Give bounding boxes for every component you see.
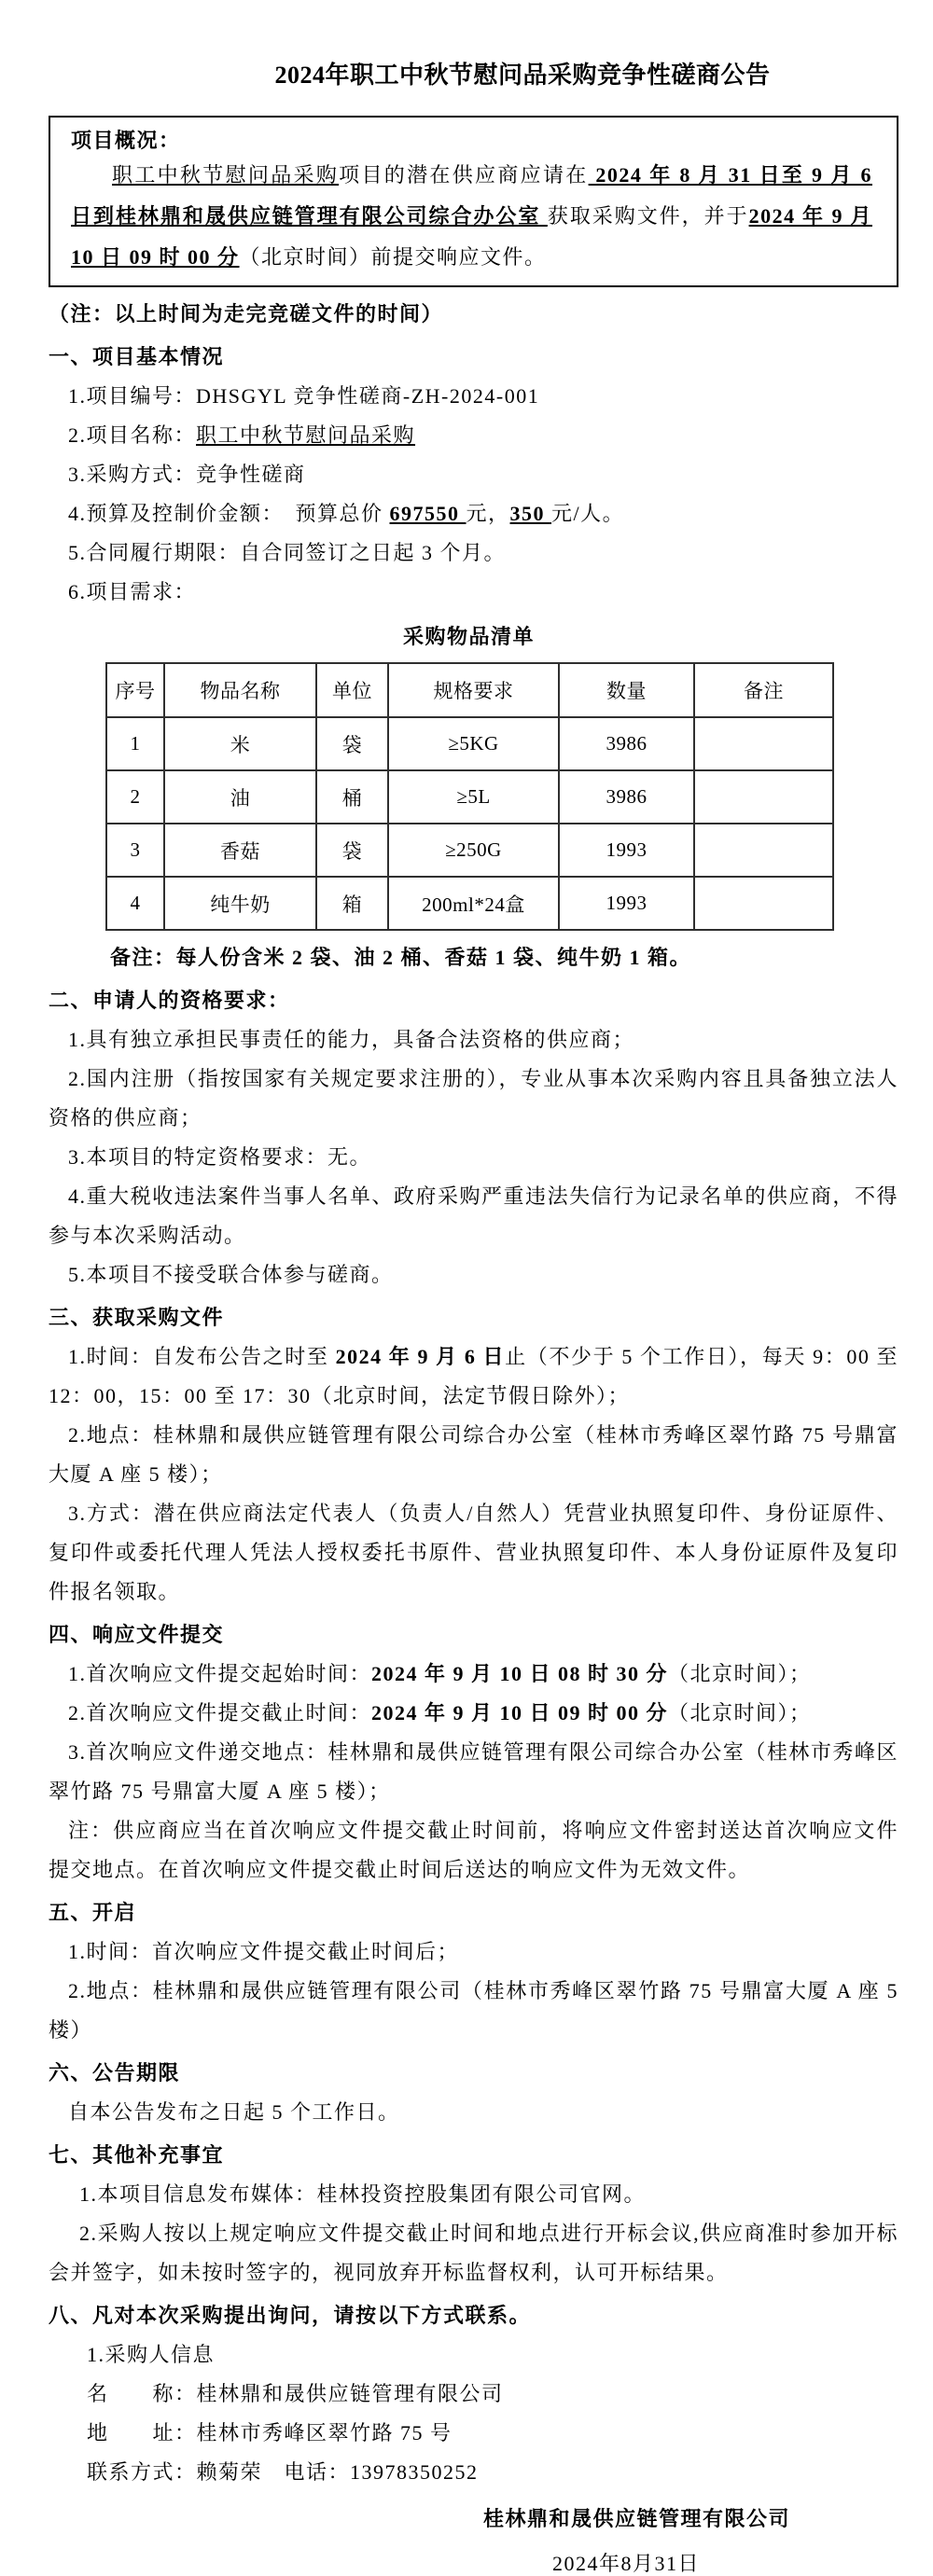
cell-unit: 袋	[316, 824, 388, 877]
project-overview-box	[49, 116, 898, 287]
submit-note: 注：供应商应当在首次响应文件提交截止时间前，将响应文件密封送达首次响应文件提交地点。在首次响应文件提交截止时间后送达的响应文件为无效文件。	[49, 1819, 898, 1881]
section-3-heading: 三、获取采购文件	[49, 1306, 225, 1329]
cell-spec: 200ml*24盒	[388, 877, 559, 930]
cell-spec: ≥5KG	[388, 717, 559, 770]
overview-text: （北京时间）前提交响应文件。	[239, 245, 547, 269]
opening-place-item: 2.地点：桂林鼎和晟供应链管理有限公司（桂林市秀峰区翠竹路 75 号鼎富大厦 A 座 5 楼）	[49, 1979, 898, 2042]
obtain-time-item	[49, 1337, 898, 1416]
supplement-item-1: 1.本项目信息发布媒体：桂林投资控股集团有限公司官网。	[79, 2182, 647, 2206]
cell-item: 香菇	[164, 824, 316, 877]
item-budget-text: 元，	[466, 502, 510, 525]
cell-unit: 袋	[316, 717, 388, 770]
col-header-spec: 规格要求	[388, 663, 559, 717]
col-header-unit: 单位	[316, 663, 388, 717]
cell-index: 4	[106, 877, 164, 930]
col-header-qty: 数量	[559, 663, 694, 717]
section-1-heading: 一、项目基本情况	[49, 345, 225, 368]
cell-qty: 1993	[559, 877, 694, 930]
opening-time-item: 1.时间：首次响应文件提交截止时间后；	[68, 1940, 460, 1963]
cell-item: 米	[164, 717, 316, 770]
overview-obtain-period: 2024 年 8 月 31 日至 9 月 6 日到桂林鼎和晟供应链管理有限公司综合办公室	[71, 163, 872, 228]
cell-index: 1	[106, 717, 164, 770]
cell-qty: 3986	[559, 770, 694, 824]
submit-deadline-label: 2.首次响应文件提交截止时间：	[68, 1701, 372, 1724]
section-5-heading: 五、开启	[49, 1901, 137, 1924]
item-project-name	[49, 416, 898, 455]
section-6-heading: 六、公告期限	[49, 2061, 181, 2084]
submit-start-time: 2024 年 9 月 10 日 08 时 30 分	[371, 1662, 669, 1685]
overview-deadline: 2024 年 9 月 10 日 09 时 00 分	[71, 204, 872, 269]
cell-remark	[694, 877, 833, 930]
purchaser-name-line: 名 称：桂林鼎和晟供应链管理有限公司	[87, 2382, 504, 2405]
overview-text: 项目的潜在供应商应请在	[339, 163, 589, 187]
purchaser-contact-line: 联系方式：赖菊荣 电话：13978350252	[87, 2460, 479, 2484]
cell-spec: ≥250G	[388, 824, 559, 877]
cell-unit: 桶	[316, 770, 388, 824]
overview-text: 获取采购文件，并于	[547, 204, 749, 228]
table-title: 采购物品清单	[402, 625, 535, 648]
obtain-method-item: 3.方式：潜在供应商法定代表人（负责人/自然人）凭营业执照复印件、身份证原件、复印件或委托代理人凭法人授权委托书原件、营业执照复印件、本人身份证原件及复印件报名领取。	[49, 1502, 898, 1603]
items-table	[105, 662, 834, 931]
item-contract-period: 5.合同履行期限：自合同签订之日起 3 个月。	[68, 541, 507, 564]
announcement-period: 自本公告发布之日起 5 个工作日。	[68, 2100, 400, 2124]
table-row	[106, 824, 833, 877]
overview-paragraph	[71, 155, 872, 278]
qualification-item-5: 5.本项目不接受联合体参与磋商。	[68, 1263, 394, 1286]
qualification-item-3: 3.本项目的特定资格要求：无。	[68, 1145, 372, 1169]
item-budget-unit: 元/人。	[551, 502, 625, 525]
item-budget-label: 4.预算及控制价金额： 预算总价	[68, 502, 390, 525]
col-header-index: 序号	[106, 663, 164, 717]
overview-project-name: 职工中秋节慰问品采购	[112, 163, 340, 187]
obtain-end-date: 2024 年 9 月 6 日	[335, 1345, 506, 1368]
obtain-time-detail: 止（不少于 5 个工作日），每天 9：00 至 12：00，15：00 至 17：30（北京时间，法定节假日除外）；	[49, 1345, 898, 1407]
qualification-item-2: 2.国内注册（指按国家有关规定要求注册的），专业从事本次采购内容且具备独立法人资格的供应商；	[49, 1067, 898, 1129]
table-row	[106, 877, 833, 930]
purchaser-info-block	[87, 2335, 898, 2492]
note-line: （注：以上时间为走完竞磋文件的时间）	[49, 302, 444, 325]
section-7-heading: 七、其他补充事宜	[49, 2143, 225, 2167]
purchaser-info-title: 1.采购人信息	[87, 2343, 216, 2366]
cell-item: 油	[164, 770, 316, 824]
footer-date: 2024年8月31日	[552, 2552, 701, 2575]
cell-index: 2	[106, 770, 164, 824]
doc-title: 2024年职工中秋节慰问品采购竞争性磋商公告	[274, 62, 771, 89]
cell-qty: 3986	[559, 717, 694, 770]
obtain-time-label: 1.时间：自发布公告之时至	[68, 1345, 336, 1368]
item-procurement-method: 3.采购方式：竞争性磋商	[68, 463, 306, 486]
table-remark: 备注：每人份含米 2 袋、油 2 桶、香菇 1 袋、纯牛奶 1 箱。	[110, 946, 692, 969]
cell-unit: 箱	[316, 877, 388, 930]
cell-qty: 1993	[559, 824, 694, 877]
submit-start-tz: （北京时间）；	[668, 1662, 812, 1685]
section-8-heading: 八、凡对本次采购提出询问，请按以下方式联系。	[49, 2304, 532, 2327]
item-budget-total: 697550	[389, 502, 466, 525]
footer-company: 桂林鼎和晟供应链管理有限公司	[483, 2507, 791, 2530]
item-project-demand: 6.项目需求：	[68, 580, 197, 603]
obtain-place-item: 2.地点：桂林鼎和晟供应链管理有限公司综合办公室（桂林市秀峰区翠竹路 75 号鼎富大厦 A 座 5 楼）；	[49, 1423, 898, 1486]
cell-remark	[694, 824, 833, 877]
submit-deadline-tz: （北京时间）；	[668, 1701, 812, 1724]
table-header-row	[106, 663, 833, 717]
section-2-heading: 二、申请人的资格要求：	[49, 989, 290, 1012]
table-row	[106, 717, 833, 770]
item-project-number: 1.项目编号：DHSGYL 竞争性磋商-ZH-2024-001	[68, 384, 540, 408]
item-project-name-value: 职工中秋节慰问品采购	[196, 423, 416, 447]
item-project-name-label: 2.项目名称：	[68, 423, 197, 447]
qualification-item-4: 4.重大税收违法案件当事人名单、政府采购严重违法失信行为记录名单的供应商，不得参与本次采购活动。	[49, 1184, 898, 1247]
overview-heading: 项目概况：	[71, 129, 181, 152]
qualification-item-1: 1.具有独立承担民事责任的能力，具备合法资格的供应商；	[68, 1028, 635, 1051]
cell-index: 3	[106, 824, 164, 877]
submit-deadline-item	[49, 1694, 898, 1733]
col-header-remark: 备注	[694, 663, 833, 717]
item-budget	[49, 494, 898, 533]
section-4-heading: 四、响应文件提交	[49, 1623, 225, 1646]
cell-item: 纯牛奶	[164, 877, 316, 930]
cell-remark	[694, 717, 833, 770]
submit-start-label: 1.首次响应文件提交起始时间：	[68, 1662, 372, 1685]
purchaser-address-line: 地 址：桂林市秀峰区翠竹路 75 号	[87, 2421, 453, 2444]
submit-place-item: 3.首次响应文件递交地点：桂林鼎和晟供应链管理有限公司综合办公室（桂林市秀峰区翠竹路 75 号鼎富大厦 A 座 5 楼）；	[49, 1740, 898, 1803]
submit-start-item	[49, 1655, 898, 1694]
table-row	[106, 770, 833, 824]
submit-deadline-time: 2024 年 9 月 10 日 09 时 00 分	[371, 1701, 669, 1724]
item-budget-per-person: 350	[509, 502, 552, 525]
supplement-item-2: 2.采购人按以上规定响应文件提交截止时间和地点进行开标会议,供应商准时参加开标会并签字，如未按时签字的，视同放弃开标监督权利，认可开标结果。	[49, 2222, 898, 2284]
cell-remark	[694, 770, 833, 824]
col-header-item: 物品名称	[164, 663, 316, 717]
cell-spec: ≥5L	[388, 770, 559, 824]
